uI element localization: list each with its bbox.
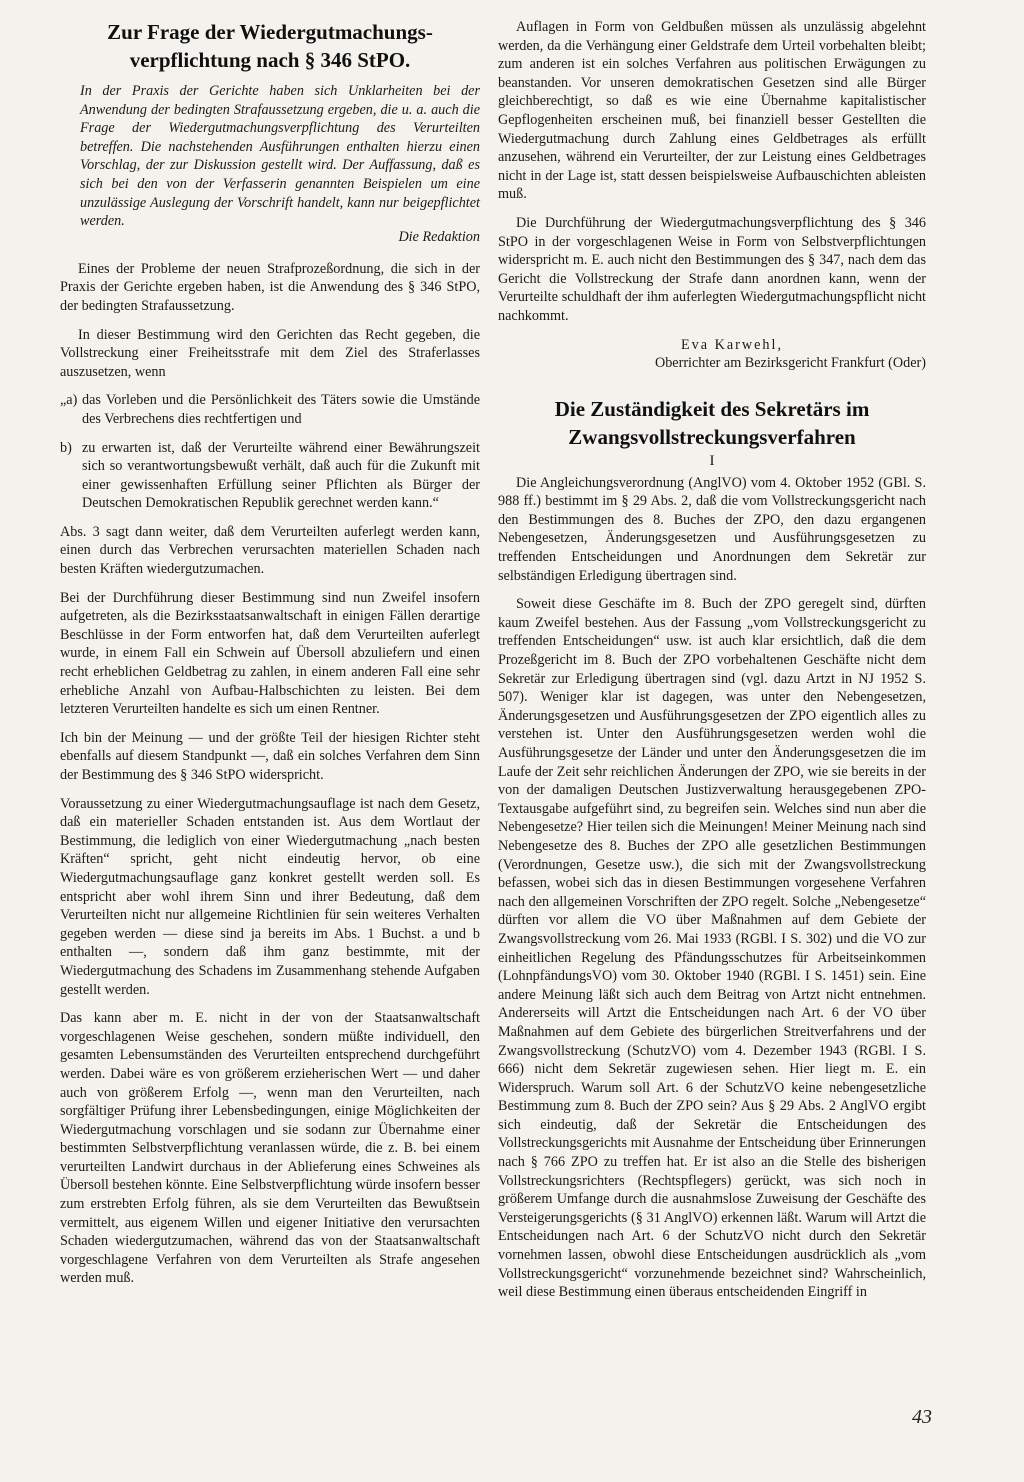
editorial-intro: In der Praxis der Gerichte haben sich Unklarheiten bei der Anwendung der bedingten Strafaussetzung ergeben, die u. a. auch die Frage der Wiedergutmachungsverpflichtung des Verurteilten betreffen. Die nachstehenden Ausführungen enthalten hierzu einen Vorschlag, der zur Diskussion gestellt wird. Der Auffassung, daß es sich bei den von der Verfasserin genannten Beispielen um eine unzulässige Auslegung der Vorschrift handelt, kann nur beigepflichtet werden. bbox=[80, 83, 480, 230]
paragraph: Voraussetzung zu einer Wiedergutmachungsauflage ist nach dem Gesetz, daß ein materieller Schaden entstanden ist. Aus dem Wortlaut der Bestimmung, die lediglich von einer Wiedergutmachung „nach besten Kräften“ spricht, geht nicht eindeutig hervor, ob eine Wiedergutmachungsauflage ganz konkret gestellt werden soll. Es entspricht aber wohl ihrem Sinn und ihrer Bedeutung, daß dem Verurteilten nicht nur allgemeine Richtlinien für sein weiteres Verhalten gegeben werden — diese sind ja bereits im Abs. 1 Buchst. a und b enthalten —, sondern daß ihm ganz bestimmte, mit der Wiedergutmachung des Schadens im Zusammenhang stehende Aufgaben gestellt werden. bbox=[60, 795, 480, 998]
section-number: I bbox=[709, 452, 715, 469]
article-title-2: Die Zuständigkeit des Sekretärs im Zwangsvollstreckungsverfahren bbox=[554, 396, 870, 449]
paragraph: Die Durchführung der Wiedergutmachungsverpflichtung des § 346 StPO in der vorgeschlagenen Weise in Form von Selbstverpflichtungen widerspricht m. E. auch nicht den Bestimmungen des § 347, nach dem das Gericht die Vollstreckung der Strafe dann anordnen kann, wenn der Verurteilte schuldhaft der ihm auferlegten Wiedergutmachungspflicht nicht nachkommt. bbox=[498, 214, 926, 324]
author-name: Eva Karwehl, bbox=[681, 336, 783, 353]
left-column bbox=[60, 18, 480, 1298]
paragraph: Bei der Durchführung dieser Bestimmung sind nun Zweifel insofern aufgetreten, als die Bezirksstaatsanwaltschaft in einigen Fällen derartige Beschlüsse in der Form entworfen hat, daß dem Verurteilten auferlegt wurde, in einem Fall ein Schwein auf Übersoll abzuliefern und einen recht erheblichen Geldbetrag zu zahlen, in einem anderen Fall eine sehr erhebliche Anzahl von Aufbau-Halbschichten zu leisten. Bei dem letzteren Verurteilten handelte es sich um einen Rentner. bbox=[60, 589, 480, 718]
list-item-b bbox=[60, 439, 480, 513]
list-item-a bbox=[60, 391, 480, 428]
paragraph: In dieser Bestimmung wird den Gerichten das Recht gegeben, die Vollstreckung einer Freiheitsstrafe mit dem Ziel des Straferlasses auszusetzen, wenn bbox=[60, 326, 480, 380]
paragraph: Soweit diese Geschäfte im 8. Buch der ZPO geregelt sind, dürften kaum Zweifel bestehen. Aus der Fassung „vom Vollstreckungsgericht zu treffenden Entscheidungen“ usw. ist auch klar ersichtlich, daß die dem Prozeßgericht im 8. Buch der ZPO vorbehaltenen Geschäfte nicht dem Sekretär zur Erledigung übertragen sind (vgl. dazu Artzt in NJ 1952 S. 507). Weniger klar ist dagegen, was unter den Nebengesetzen, Änderungsgesetzen und Ausführungsgesetzen der ZPO eigentlich alles zu verstehen ist. Unter den Ausführungsgesetzen werden wohl die Ausführungsgesetze der Länder und unter den Änderungsgesetzen die im Laufe der Zeit sehr reichlichen Änderungen der ZPO, wie sie bereits in der von der damaligen Deutschen Justizverwaltung herausgegebenen ZPO-Textausgabe aufgeführt sind, zu begreifen sein. Welches sind nun aber die Nebengesetze? Hier teilen sich die Meinungen! Meiner Meinung nach sind Nebengesetze des 8. Buches der ZPO alle gesetzlichen Bestimmungen (Verordnungen, Gesetze usw.), die sich mit der Zwangsvollstreckung befassen, wobei sich das in diesen Bestimmungen vorgesehene Verfahren nach den allgemeinen Vorschriften der ZPO regelt. Solche „Nebengesetze“ dürften vor allem die VO über Maßnahmen auf dem Gebiete der Zwangsvollstreckung vom 26. Mai 1933 (RGBl. I S. 302) und die VO zur einheitlichen Regelung des Pfändungsschutzes für Arbeitseinkommen (LohnpfändungsVO) vom 30. Oktober 1940 (RGBl. I S. 1451) sein. Eine andere Meinung läßt sich auch dem Beitrag von Artzt nicht entnehmen. Andererseits will Artzt die Entscheidungen nach Art. 6 der VO über Maßnahmen auf dem Gebiete des bürgerlichen Streitverfahrens und der Zwangsvollstreckung (SchutzVO) vom 4. Dezember 1943 (RGBl. I S. 666) nicht dem Sekretär zugewiesen sehen. Hier liegt m. E. ein Widerspruch. Warum soll Art. 6 der SchutzVO keine nebengesetzliche Bestimmung zum 8. Buch der ZPO sein? Aus § 29 Abs. 2 AnglVO ergibt sich eindeutig, daß der Sekretär die Entscheidungen des Vollstreckungsgerichts mit Ausnahme der Entscheidung über Erinnerungen nach § 766 ZPO zu treffen hat. Er ist also an die Stelle des bisherigen Vollstreckungsrichters (Rechtspflegers) gerückt, was sich noch in größerem Umfange durch die ausnahmslose Zuweisung der Geschäfte des Versteigerungsgerichts (§ 31 AnglVO) erkennen läßt. Warum will Artzt die Entscheidungen nach Art. 6 der SchutzVO nicht durch den Sekretär vornehmen lassen, obwohl diese Entscheidungen ausdrücklich als „vom Vollstreckungsgericht“ vorzunehmende bezeichnet sind? Wahrscheinlich, weil diese Bestimmung einen überaus entscheidenden Eingriff in bbox=[498, 596, 926, 1301]
paragraph: Auflagen in Form von Geldbußen müssen als unzulässig abgelehnt werden, da die Verhängung einer Geldstrafe dem Urteil vorbehalten bleibt; zum anderen ist ein solches Verfahren aus politischen Erwägungen zu beanstanden. Vor unseren demokratischen Gesetzen sind alle Bürger gleichberechtigt, so daß es wie eine Übernahme kapitalistischer Gepflogenheiten erscheinen muß, bei finanziell besser Gestellten die Wiedergutmachung durch Zahlung eines Geldbetrages als erfüllt anzusehen, während ein Verurteilter, der zur Leistung eines Geldbetrages nicht in der Lage ist, statt dessen beispielsweise Aufbauschichten ableisten muß. bbox=[498, 19, 926, 203]
list-text: zu erwarten ist, daß der Verurteilte während einer Bewährungszeit sich so verantwortungsbewußt verhält, daß auch für die Zukunft mit einer gewissenhaften Erfüllung seiner Pflichten als Bürger der Deutschen Demokratischen Republik gerechnet werden kann.“ bbox=[82, 439, 480, 512]
paragraph: Eines der Probleme der neuen Strafprozeßordnung, die sich in der Praxis der Gerichte ergeben haben, ist die Anwendung des § 346 StPO, der bedingten Strafaussetzung. bbox=[60, 260, 480, 314]
list-text: das Vorleben und die Persönlichkeit des Täters sowie die Umstände des Verbrechens dies rechtfertigen und bbox=[82, 392, 480, 427]
editorial-credit: Die Redaktion bbox=[398, 228, 480, 245]
list-marker: „a) bbox=[60, 392, 78, 409]
paragraph: Das kann aber m. E. nicht in der von der Staatsanwaltschaft vorgeschlagenen Weise geschehen, sondern müßte individuell, den gesamten Lebensumständen des Verurteilten entsprechend durchgeführt werden. Dabei wäre es von größerem erzieherischen Wert — und daher auch von größerem Erfolg —, wenn man den Verurteilten, nach sorgfältiger Prüfung ihrer Lebensbedingungen, einige Möglichkeiten der Wiedergutmachung vorschlagen und sie sodann zur Übernahme einer bestimmten Selbstverpflichtung veranlassen würde, die z. B. bei einem verurteilten Landwirt durchaus in der Ablieferung eines Schweines als Übersoll bestehen könnte. Eine Selbstverpflichtung würde insofern besser zum erstrebten Erfolg führen, als sie dem Verurteilten das Bewußtsein vermittelt, aus eigenem Willen und eigener Initiative den verursachten Schaden wiedergutzumachen, während das von der Staatsanwaltschaft vorgeschlagene Verfahren von dem Verurteilten als Strafe angesehen werden muß. bbox=[60, 1010, 480, 1287]
list-marker: b) bbox=[60, 439, 72, 456]
article-title: Zur Frage der Wiedergutmachungs- verpflichtung nach § 346 StPO. bbox=[107, 20, 433, 72]
paragraph: Abs. 3 sagt dann weiter, daß dem Verurteilten auferlegt werden kann, einen durch das Verbrechen verursachten materiellen Schaden nach besten Kräften wiedergutzumachen. bbox=[60, 523, 480, 578]
paragraph: Die Angleichungsverordnung (AnglVO) vom 4. Oktober 1952 (GBl. S. 988 ff.) bestimmt im § 29 Abs. 2, daß die vom Vollstreckungsgericht nach den Bestimmungen des 8. Buches der ZPO, den dazu ergangenen Nebengesetzen, Änderungsgesetzen und Ausführungsgesetzen zu treffenden Entscheidungen und Anordnungen dem Sekretär zur selbständigen Erledigung übertragen sind. bbox=[498, 474, 926, 584]
author-title: Oberrichter am Bezirksgericht Frankfurt (Oder) bbox=[654, 355, 926, 372]
right-column bbox=[498, 18, 926, 1312]
paragraph: Ich bin der Meinung — und der größte Teil der hiesigen Richter steht ebenfalls auf diesem Standpunkt —, daß ein solches Verfahren dem Sinn der Bestimmung des § 346 StPO widerspricht. bbox=[60, 729, 480, 783]
page-number: 43 bbox=[912, 1406, 932, 1428]
